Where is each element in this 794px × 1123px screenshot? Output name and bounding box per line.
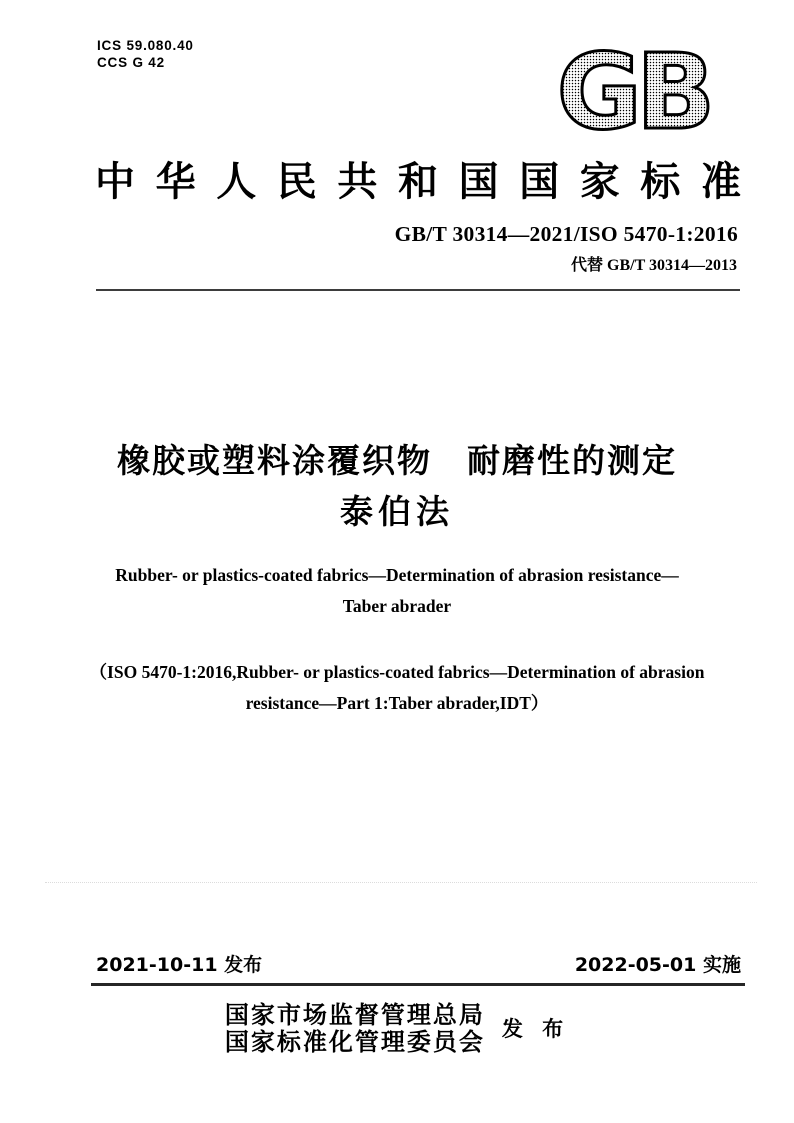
document-title-en xyxy=(0,560,794,622)
publisher-name-2: 国家标准化管理委员会 xyxy=(224,1027,485,1056)
dates-row xyxy=(96,950,741,977)
footer-divider xyxy=(91,983,745,986)
iso-reference-line1: （ISO 5470-1:2016,Rubber- or plastics-coated fabrics—Determination of abrasion xyxy=(89,662,705,682)
standard-code: GB/T 30314—2021/ISO 5470-1:2016 xyxy=(394,222,738,246)
scan-artifact-line xyxy=(45,882,757,883)
issue-date-value: 2021-10-11 xyxy=(96,954,218,976)
gb-logo-icon xyxy=(541,46,725,142)
implementation-date-label: 实施 xyxy=(702,954,741,976)
classification-codes xyxy=(97,37,194,71)
supersedes-note: 代替 GB/T 30314—2013 xyxy=(571,257,737,274)
ccs-code: CCS G 42 xyxy=(97,55,165,70)
iso-reference xyxy=(0,657,794,719)
document-title-en-line1: Rubber- or plastics-coated fabrics—Determination of abrasion resistance— xyxy=(115,565,679,585)
document-title-cn-line1: 橡胶或塑料涂覆织物 耐磨性的测定 xyxy=(117,441,677,480)
publisher-block xyxy=(0,1001,794,1055)
ics-code: ICS 59.080.40 xyxy=(97,38,194,53)
iso-reference-line2: resistance—Part 1:Taber abrader,IDT） xyxy=(245,693,549,713)
release-label: 发 布 xyxy=(501,1017,570,1041)
issue-date xyxy=(96,950,262,977)
document-title-en-line2: Taber abrader xyxy=(342,596,452,616)
national-standard-heading: 中华人民共和国国家标准 xyxy=(95,158,741,205)
implementation-date xyxy=(575,950,741,977)
publisher-name-1: 国家市场监督管理总局 xyxy=(224,1000,485,1029)
document-title-cn-line2: 泰伯法 xyxy=(340,492,454,531)
gb-logo-text: GB xyxy=(556,46,710,142)
implementation-date-value: 2022-05-01 xyxy=(574,954,697,976)
publisher-names xyxy=(225,1001,485,1055)
header-divider xyxy=(96,289,740,291)
document-title-cn xyxy=(0,441,794,532)
issue-date-label: 发布 xyxy=(224,954,263,976)
